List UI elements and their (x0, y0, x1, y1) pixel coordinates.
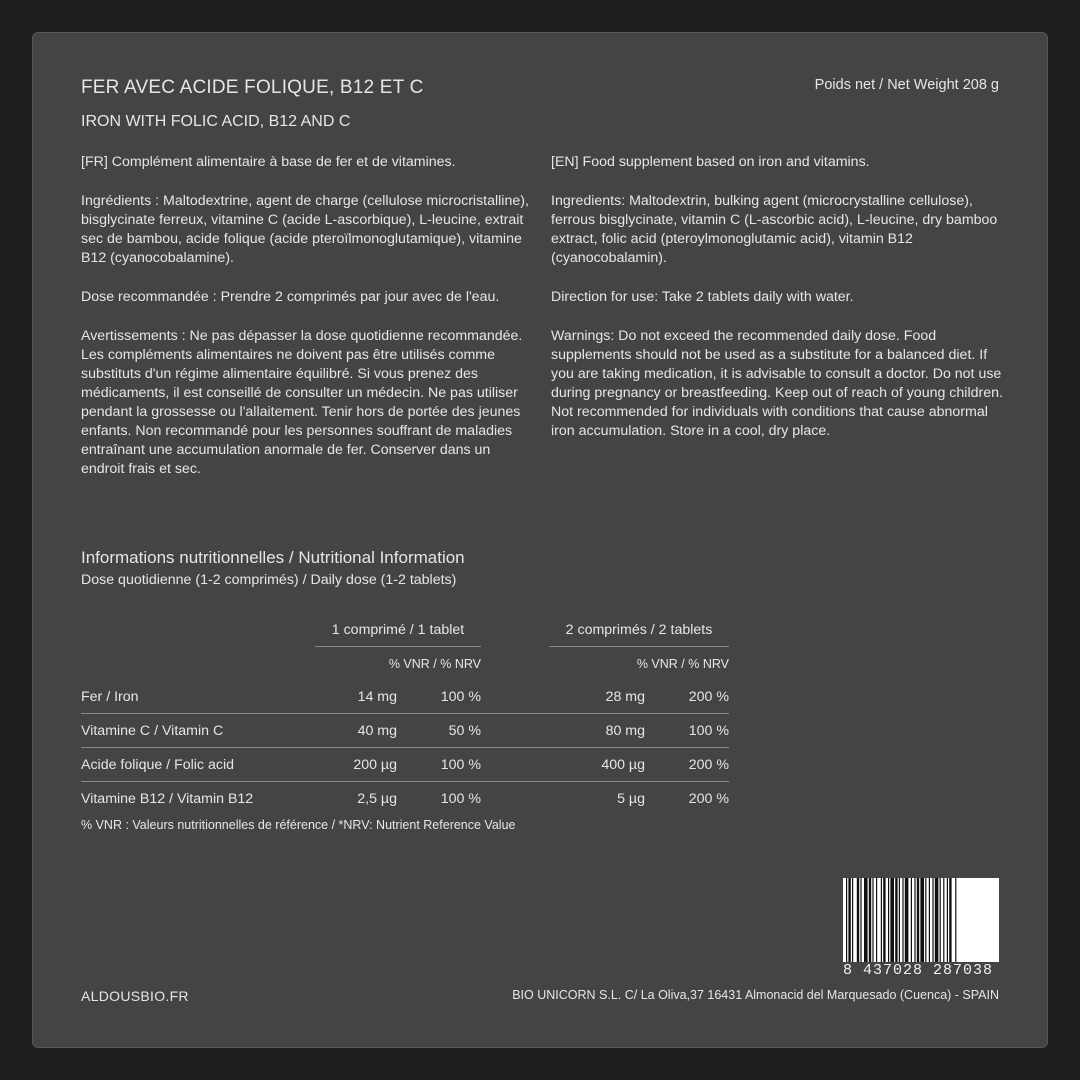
amount-two-tablets: 80 mg (549, 714, 645, 748)
amount-one-tablet: 2,5 µg (357, 790, 397, 807)
english-ingredients: Ingredients: Maltodextrin, bulking agent (microcrystalline cellulose), ferrous bisglycinate, vitamin C (L-ascorbic acid), L-leucine, dry bamboo extract, folic acid (pteroylmonoglutamic acid), vitamin B12 (cyanocobalamin). (551, 193, 998, 266)
french-intro: [FR] Complément alimentaire à base de fer et de vitamines. (81, 154, 456, 170)
english-direction: Direction for use: Take 2 tablets daily with water. (551, 289, 854, 305)
amount-two-tablets: 28 mg (549, 680, 645, 714)
two-tablets-header: 2 comprimés / 2 tablets (549, 613, 729, 647)
barcode-number: 8 437028 287038 (843, 962, 994, 979)
table-row (81, 680, 729, 714)
nrv-two-tablets: 200 % (645, 748, 729, 782)
table-row (81, 748, 729, 782)
amount-two-tablets: 400 µg (549, 748, 645, 782)
nutrient-name: Acide folique / Folic acid (81, 748, 315, 782)
nrv-one-tablet: 100 % (397, 680, 481, 714)
nutrition-table (81, 613, 729, 815)
nutrition-subheader-row (81, 647, 729, 681)
nrv-one-tablet: 100 % (440, 790, 481, 807)
product-title-en: IRON WITH FOLIC ACID, B12 AND C (81, 113, 351, 130)
english-intro: [EN] Food supplement based on iron and vitamins. (551, 154, 870, 170)
pct-header-2: % VNR / % NRV (636, 656, 729, 671)
one-tablet-header: 1 comprimé / 1 tablet (315, 613, 481, 647)
company-address: BIO UNICORN S.L. C/ La Oliva,37 16431 Almonacid del Marquesado (Cuenca) - SPAIN (512, 988, 999, 1002)
french-warnings: Avertissements : Ne pas dépasser la dose quotidienne recommandée. Les compléments alimentaires ne doivent pas être utilisés comme substituts d'un régime alimentaire équilibré. Si vous prenez des médicaments, il est conseillé de consulter un médecin. Ne pas utiliser pendant la grossesse ou l'allaitement. Tenir hors de portée des jeunes enfants. Non recommandé pour les personnes souffrant de maladies entraînant une accumulation anormale de fer. Conserver dans un endroit frais et sec. (81, 328, 523, 477)
pct-header-1: % VNR / % NRV (388, 656, 481, 671)
barcode-bars (843, 878, 999, 962)
nrv-one-tablet: 100 % (397, 748, 481, 782)
label-panel (32, 32, 1048, 1048)
product-title-fr: FER AVEC ACIDE FOLIQUE, B12 ET C (81, 77, 424, 98)
french-ingredients: Ingrédients : Maltodextrine, agent de charge (cellulose microcristalline), bisglycinate ferreux, vitamine C (acide L-ascorbique), L-leucine, extrait sec de bambou, acide folique (acide pteroïlmonoglutamique), vitamine B12 (cyanocobalamine). (81, 193, 529, 266)
nutrient-name: Fer / Iron (81, 680, 315, 714)
nutrition-header-row (81, 613, 729, 647)
amount-one-tablet: 14 mg (315, 680, 397, 714)
amount-one-tablet: 200 µg (315, 748, 397, 782)
table-row (81, 782, 729, 816)
french-column (81, 153, 533, 499)
nutrient-name: Vitamine B12 / Vitamin B12 (81, 790, 254, 807)
website-link[interactable]: ALDOUSBIO.FR (81, 988, 189, 1004)
french-dose: Dose recommandée : Prendre 2 comprimés par jour avec de l'eau. (81, 289, 500, 305)
table-row (81, 714, 729, 748)
nrv-footnote: % VNR : Valeurs nutritionnelles de référence / *NRV: Nutrient Reference Value (81, 818, 516, 832)
nrv-two-tablets: 200 % (688, 790, 729, 807)
nrv-two-tablets: 100 % (645, 714, 729, 748)
nutrient-name: Vitamine C / Vitamin C (81, 714, 315, 748)
nrv-two-tablets: 200 % (645, 680, 729, 714)
nutrition-title: Informations nutritionnelles / Nutritional Information (81, 548, 465, 567)
nutrition-subtitle: Dose quotidienne (1-2 comprimés) / Daily dose (1-2 tablets) (81, 572, 457, 588)
barcode (843, 878, 999, 979)
amount-one-tablet: 40 mg (315, 714, 397, 748)
amount-two-tablets: 5 µg (617, 790, 645, 807)
net-weight: Poids net / Net Weight 208 g (814, 77, 999, 93)
english-column (551, 153, 1003, 461)
english-warnings: Warnings: Do not exceed the recommended daily dose. Food supplements should not be used as a substitute for a balanced diet. If you are taking medication, it is advisable to consult a doctor. Do not use during pregnancy or breastfeeding. Keep out of reach of young children. Not recommended for individuals with conditions that cause abnormal iron accumulation. Store in a cool, dry place. (551, 328, 1003, 439)
nrv-one-tablet: 50 % (397, 714, 481, 748)
